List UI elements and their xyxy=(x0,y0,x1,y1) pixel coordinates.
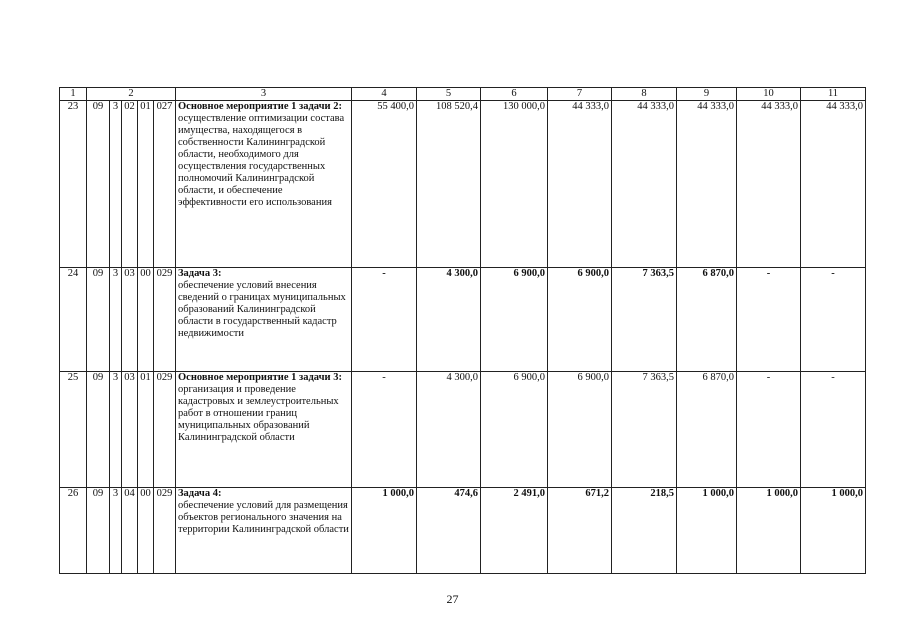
row-number: 26 xyxy=(60,488,87,574)
description-cell xyxy=(176,268,352,372)
code-cell: 01 xyxy=(138,101,154,268)
value-cell xyxy=(352,268,417,372)
value-text: 218,5 xyxy=(650,488,674,499)
value-cell: 130 000,0 xyxy=(481,101,548,268)
value-cell xyxy=(677,488,737,574)
code-cell: 3 xyxy=(110,372,122,488)
value-cell xyxy=(612,268,677,372)
value-cell: - xyxy=(801,372,866,488)
value-cell: 6 900,0 xyxy=(481,372,548,488)
value-cell: - xyxy=(737,372,801,488)
value-text: 6 870,0 xyxy=(702,268,734,279)
item-title: Задача 4: xyxy=(178,488,222,499)
budget-table xyxy=(59,87,866,574)
table-row xyxy=(60,101,866,268)
value-cell: 44 333,0 xyxy=(612,101,677,268)
value-cell xyxy=(801,268,866,372)
value-cell: 108 520,4 xyxy=(417,101,481,268)
value-cell xyxy=(677,268,737,372)
header-cell: 11 xyxy=(801,88,866,101)
item-title: Задача 3: xyxy=(178,268,222,279)
value-cell xyxy=(481,488,548,574)
value-cell: 6 870,0 xyxy=(677,372,737,488)
header-cell: 9 xyxy=(677,88,737,101)
header-cell: 10 xyxy=(737,88,801,101)
item-description: организация и проведение кадастровых и землеустроительных работ в отношении границ муниципальных образований Калининградской области xyxy=(178,384,339,443)
code-cell: 09 xyxy=(87,101,110,268)
value-cell: 44 333,0 xyxy=(801,101,866,268)
table-row xyxy=(60,488,866,574)
table-row xyxy=(60,268,866,372)
value-cell xyxy=(801,488,866,574)
value-text: - xyxy=(382,268,386,279)
code-cell: 00 xyxy=(138,488,154,574)
value-text: 1 000,0 xyxy=(382,488,414,499)
value-text: 6 900,0 xyxy=(513,268,545,279)
item-description: осуществление оптимизации состава имущества, находящегося в собственности Калининградской области, необходимого для осуществления государственных полномочий Калининградской области, и обеспечение эффективности его использования xyxy=(178,113,345,208)
code-cell: 3 xyxy=(110,101,122,268)
row-number: 24 xyxy=(60,268,87,372)
value-cell xyxy=(737,488,801,574)
row-number: 25 xyxy=(60,372,87,488)
value-cell: 7 363,5 xyxy=(612,372,677,488)
value-text: 7 363,5 xyxy=(642,268,674,279)
value-cell xyxy=(612,488,677,574)
item-title: Основное мероприятие 1 задачи 2: xyxy=(178,101,342,112)
header-cell: 1 xyxy=(60,88,87,101)
code-cell: 02 xyxy=(122,101,138,268)
value-text: 2 491,0 xyxy=(513,488,545,499)
code-cell: 03 xyxy=(122,268,138,372)
table-row xyxy=(60,372,866,488)
header-cell: 5 xyxy=(417,88,481,101)
description-cell xyxy=(176,101,352,268)
value-cell xyxy=(417,268,481,372)
code-cell: 029 xyxy=(154,268,176,372)
code-cell: 09 xyxy=(87,372,110,488)
item-description: обеспечение условий для размещения объектов регионального значения на территории Калининградской области xyxy=(178,500,349,535)
header-cell: 2 xyxy=(87,88,176,101)
value-text: 6 900,0 xyxy=(577,268,609,279)
value-cell: 4 300,0 xyxy=(417,372,481,488)
value-text: - xyxy=(766,268,771,279)
value-text: 474,6 xyxy=(454,488,478,499)
value-cell xyxy=(481,268,548,372)
value-cell xyxy=(737,268,801,372)
value-cell: 44 333,0 xyxy=(548,101,612,268)
value-cell: 44 333,0 xyxy=(677,101,737,268)
header-cell: 6 xyxy=(481,88,548,101)
value-text: 1 000,0 xyxy=(702,488,734,499)
page-number: 27 xyxy=(446,592,459,606)
code-cell: 027 xyxy=(154,101,176,268)
header-cell: 3 xyxy=(176,88,352,101)
value-cell: 44 333,0 xyxy=(737,101,801,268)
item-description: обеспечение условий внесения сведений о границах муниципальных образований Калининградской области в государственный кадастр недвижимости xyxy=(178,280,346,339)
code-cell: 03 xyxy=(122,372,138,488)
value-cell xyxy=(548,488,612,574)
header-row xyxy=(60,88,866,101)
header-cell: 4 xyxy=(352,88,417,101)
value-cell: 55 400,0 xyxy=(352,101,417,268)
description-cell xyxy=(176,488,352,574)
code-cell: 029 xyxy=(154,488,176,574)
value-text: 671,2 xyxy=(585,488,609,499)
header-cell: 8 xyxy=(612,88,677,101)
item-title: Основное мероприятие 1 задачи 3: xyxy=(178,372,342,383)
code-cell: 01 xyxy=(138,372,154,488)
code-cell: 029 xyxy=(154,372,176,488)
value-text: 1 000,0 xyxy=(766,488,798,499)
value-cell: - xyxy=(352,372,417,488)
code-cell: 3 xyxy=(110,268,122,372)
row-number: 23 xyxy=(60,101,87,268)
description-cell xyxy=(176,372,352,488)
value-cell xyxy=(352,488,417,574)
code-cell: 00 xyxy=(138,268,154,372)
value-cell xyxy=(417,488,481,574)
code-cell: 09 xyxy=(87,268,110,372)
code-cell: 09 xyxy=(87,488,110,574)
value-text: 1 000,0 xyxy=(831,488,863,499)
value-text: - xyxy=(831,268,835,279)
value-cell: 6 900,0 xyxy=(548,372,612,488)
value-text: 4 300,0 xyxy=(446,268,478,279)
code-cell: 04 xyxy=(122,488,138,574)
value-cell xyxy=(548,268,612,372)
code-cell: 3 xyxy=(110,488,122,574)
header-cell: 7 xyxy=(548,88,612,101)
